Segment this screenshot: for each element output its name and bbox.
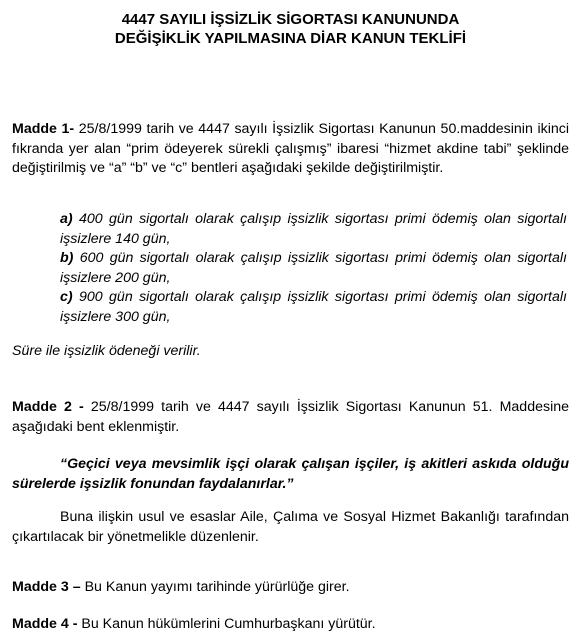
item-letter: b) <box>60 250 74 266</box>
list-item <box>60 210 567 249</box>
madde-1-items <box>60 210 567 327</box>
madde-3-text: Bu Kanun yayımı tarihinde yürürlüğe girer. <box>84 579 350 595</box>
madde-3-label: Madde 3 – <box>12 579 81 595</box>
madde-1-text: 25/8/1999 tarih ve 4447 sayılı İşsizlik Sigortası Kanunun 50.maddesinin ikinci fıkranda yer alan “prim ödeyerek sürekli çalışmış” ibaresi “hizmet akdine tabi” şeklinde değiştirilmiş ve “a” “b” ve “c” bentleri aşağıdaki şekilde değiştirilmiştir. <box>12 121 569 176</box>
madde-2-paragraph <box>12 398 569 437</box>
item-text: 900 gün sigortalı olarak çalışıp işsizlik sigortası primi ödemiş olan sigortalı işsizlere 300 gün, <box>60 289 567 325</box>
madde-4-paragraph <box>12 615 569 635</box>
item-letter: c) <box>60 289 73 305</box>
title-line-2: DEĞİŞİKLİK YAPILMASINA DİAR KANUN TEKLİFİ <box>114 29 467 47</box>
list-item <box>60 249 567 288</box>
madde-2-quote: “Geçici veya mevsimlik işçi olarak çalışan işçiler, iş akitleri askıda olduğu sürelerde işsizlik fonundan faydalanırlar.” <box>12 456 569 492</box>
madde-1-closing: Süre ile işsizlik ödeneği verilir. <box>12 343 201 359</box>
madde-1-paragraph <box>12 120 569 179</box>
madde-2-text: 25/8/1999 tarih ve 4447 sayılı İşsizlik Sigortası Kanunun 51. Maddesine aşağıdaki bent eklenmiştir. <box>12 399 569 435</box>
madde-2-note: Buna ilişkin usul ve esaslar Aile, Çalıma ve Sosyal Hizmet Bakanlığı tarafından çıkartılacak bir yönetmelikle düzenlenir. <box>12 509 569 545</box>
document-title <box>0 11 581 48</box>
madde-3-paragraph <box>12 578 569 598</box>
title-line-1: 4447 SAYILI İŞSİZLİK SİGORTASI KANUNUNDA <box>121 11 460 28</box>
item-text: 600 gün sigortalı olarak çalışıp işsizlik sigortası primi ödemiş olan sigortalı işsizlere 200 gün, <box>60 250 567 286</box>
madde-1-label: Madde 1- <box>12 121 75 137</box>
item-text: 400 gün sigortalı olarak çalışıp işsizlik sigortası primi ödemiş olan sigortalı işsizlere 140 gün, <box>60 211 567 247</box>
madde-2-label: Madde 2 - <box>12 399 84 415</box>
list-item <box>60 288 567 327</box>
item-letter: a) <box>60 211 73 227</box>
madde-4-label: Madde 4 - <box>12 616 78 632</box>
madde-4-text: Bu Kanun hükümlerini Cumhurbaşkanı yürütür. <box>81 616 376 632</box>
